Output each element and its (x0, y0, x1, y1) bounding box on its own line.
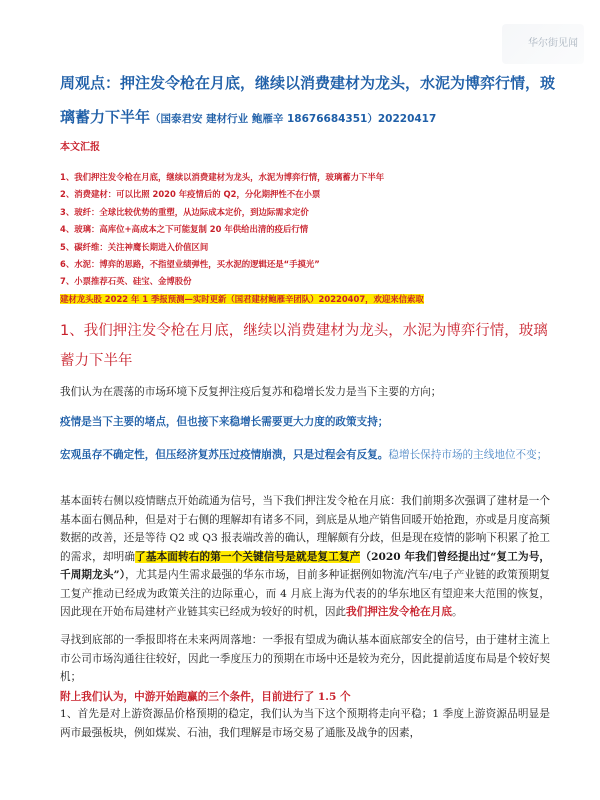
document-title (60, 66, 560, 136)
summary-item: 1、我们押注发令枪在月底，继续以消费建材为龙头，水泥为博弈行情，玻璃蓄力下半年 (60, 172, 385, 182)
summary-item: 4、玻璃：高库位+高成本之下可能复制 20 年供给出清的疫后行情 (60, 224, 309, 235)
body-text: ，尤其是内生需求最强的华东市场，目前多种证据例如物流/汽车/电子产业链的政策预期复工复产推动已经成为政策关注的边际重心，而 4 月底上海为代表的的华东地区有望迎来大范围的恢复，因此现在开始布局建材产业链其实已经成为较好的时机，因此 (60, 569, 550, 618)
body-text: 基本面转右侧以疫情瞎点开始疏通为信号，当下我们押注发令枪在月底：我们前期多次强调了建材是一个基本面右侧品种，但是对于右侧的理解却有诸多不同，到底是从地产销售回暖开始抢跑，亦或是月度高频数据的改善，还是等待 Q2 或 Q3 报表端改善的确认，理解颇有分歧，但是现在疫情的影响下积累了抢工的需求，却明确 (60, 495, 550, 563)
summary-highlight-text: 建材龙头股 2022 年 1 季报预测—实时更新（国君建材鲍雁辛团队）20220407，欢迎来信索取 (60, 293, 424, 304)
highlighted-text: 了基本面转右的第一个关键信号是就是复工复产 (135, 550, 361, 563)
summary-item: 7、小票推荐石英、硅宝、金博股份 (60, 276, 192, 287)
red-heading-line: 附上我们认为，中游开始跑赢的三个条件，目前进行了 1.5 个 (60, 691, 351, 703)
summary-item: 6、水泥：博弈的思路，不指望业绩弹性，买水泥的逻辑还是“手摸光” (60, 259, 320, 270)
summary-list (60, 169, 550, 308)
paragraph (60, 446, 550, 465)
paragraph (60, 492, 550, 622)
title-meta: （国泰君安 建材行业 鲍雁辛 18676684351）20220417 (150, 113, 437, 125)
paragraph: 1、首先是对上游资源品价格预期的稳定，我们认为当下这个预期将走向平稳；1 季度上游资源品明显是两市最强板块，例如煤炭、石油，我们理解是市场交易了通胀及战争的因素， (60, 708, 550, 739)
summary-highlight-item (60, 291, 550, 308)
emphasis-text: 宏观虽存不确定性，但压经济复苏压过疫情崩溃，只是过程会有反复。 (60, 449, 389, 461)
note-text: 稳增长保持市场的主线地位不变； (388, 449, 548, 461)
title-main: 周观点：押注发令枪在月底，继续以消费建材为龙头，水泥为博弈行情，玻璃蓄力下半年 (60, 74, 556, 126)
watermark-text: 华尔街见闻 (528, 38, 578, 49)
paragraph: 我们认为在震荡的市场环境下反复押注疫后复苏和稳增长发力是当下主要的方向； (60, 386, 442, 398)
paragraph: 寻找到底部的一季报即将在未来两周落地：一季报有望成为确认基本面底部安全的信号，由于建材主流上市公司市场沟通往往较好，因此一季度压力的预期在市场中还是较为充分，因此提前适度布局是个较好契机； (60, 634, 550, 683)
summary-item: 2、消费建材：可以比照 2020 年疫情后的 Q2，分化期押性不在小票 (60, 189, 321, 200)
emphasis-paragraph: 疫情是当下主要的堵点，但也接下来稳增长需要更大力度的政策支持； (60, 416, 389, 428)
red-emphasis-text: 我们押注发令枪在月底 (346, 606, 452, 618)
bold-text: （2020 年我们曾经提出过“复工为号，千周期龙头”） (60, 550, 551, 581)
summary-item: 3、玻纤：全球比较优势的重塑，从边际成本定价，到边际需求定价 (60, 206, 309, 217)
body-text: 。 (451, 606, 463, 618)
section-heading: 1、我们押注发令枪在月底，继续以消费建材为龙头，水泥为博弈行情，玻璃蓄力下半年 (60, 323, 548, 369)
summary-heading: 本文汇报 (60, 142, 100, 153)
summary-item: 5、碳纤维：关注神鹰长期进入价值区间 (60, 241, 209, 252)
